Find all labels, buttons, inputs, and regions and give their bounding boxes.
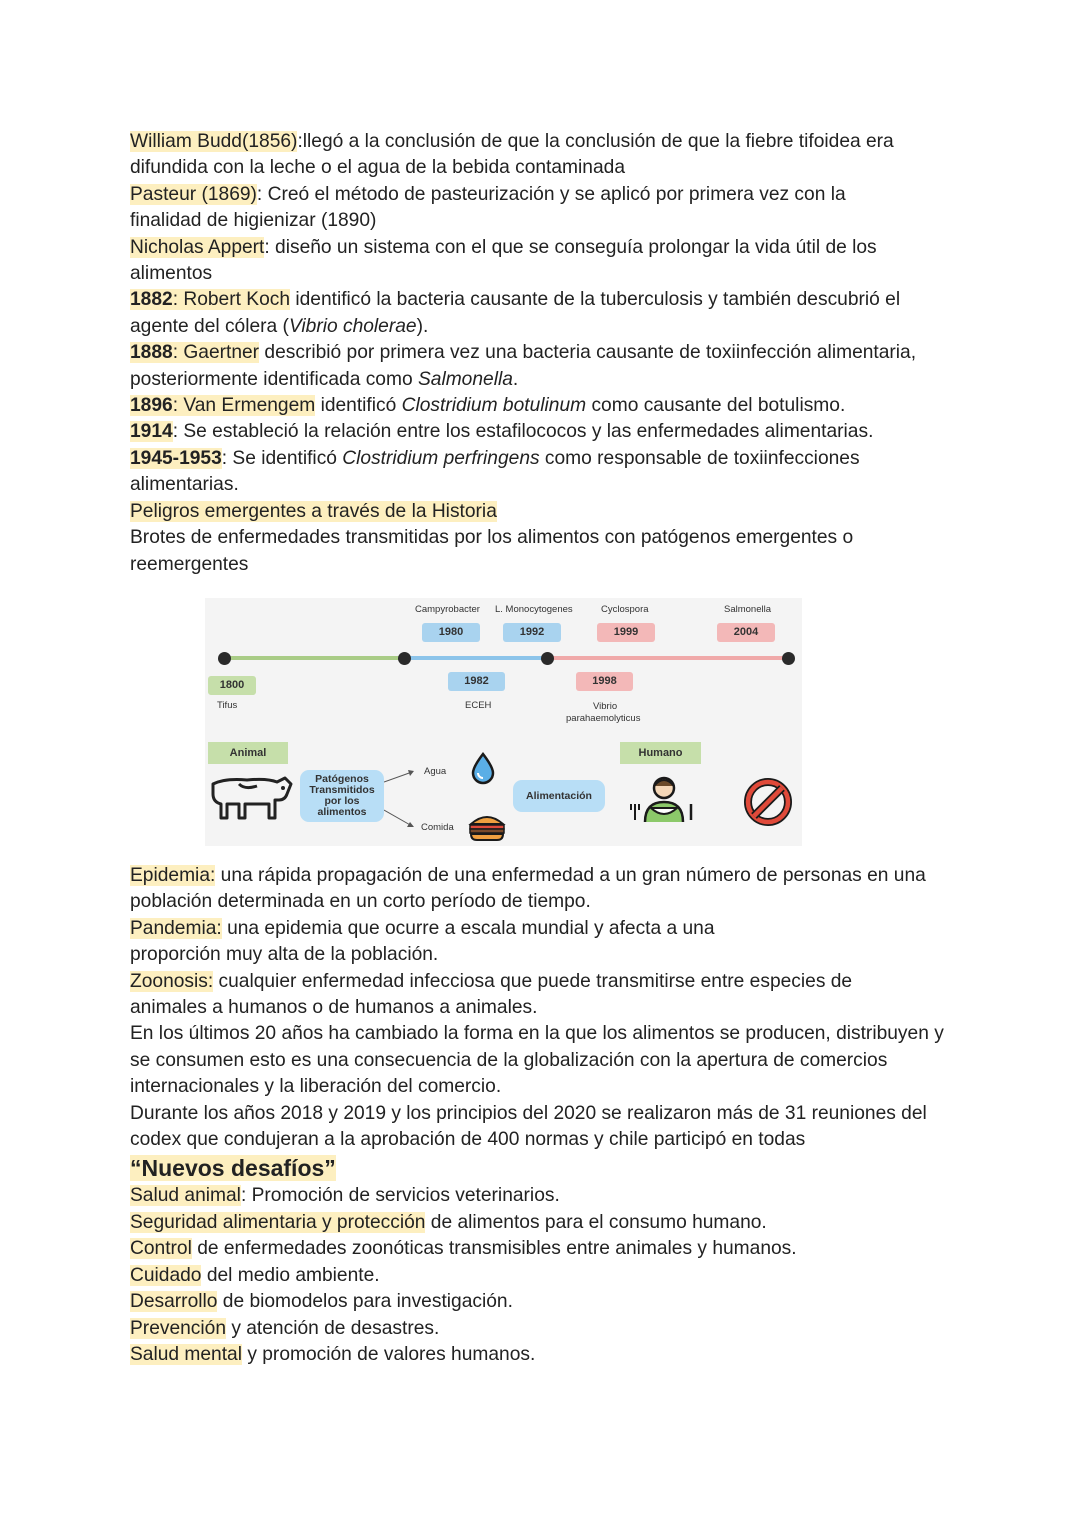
y1945-year: 1945-1953 xyxy=(130,447,222,469)
desafio-item: Prevención y atención de desastres. xyxy=(130,1317,440,1339)
notes-bottom xyxy=(130,863,960,1368)
timeline-dot-2 xyxy=(541,652,554,665)
pasteur-name: Pasteur (1869) xyxy=(130,183,257,205)
peligros-heading: Peligros emergentes a través de la Historia xyxy=(130,500,497,522)
desafio-item: Seguridad alimentaria y protección de alimentos para el consumo humano. xyxy=(130,1211,767,1233)
desafio-item: Salud mental y promoción de valores humanos. xyxy=(130,1343,536,1365)
budd-name: William Budd(1856) xyxy=(130,131,298,152)
label-cyclospora: Cyclospora xyxy=(601,604,649,615)
pasteur-text: : Creó el método de pasteurización y se aplicó por primera vez con la finalidad de higienizar (1890) xyxy=(130,183,846,232)
timeline-figure xyxy=(205,598,802,846)
budd-text: :llegó a la conclusión de que la conclusión de que la fiebre tifoidea era difundida con la leche o el agua de la bebida contaminada xyxy=(130,131,894,179)
globalizacion-paragraph: En los últimos 20 años ha cambiado la forma en la que los alimentos se producen, distribuyen y se consumen esto es una consecuencia de la globalización con la apertura de comercios internacionales y la liberación del comercio. xyxy=(130,1023,944,1098)
label-comida: Comida xyxy=(421,822,454,833)
zoonosis-paragraph: Zoonosis: cualquier enfermedad infecciosa que puede transmitirse entre especies de animales a humanos o de humanos a animales. xyxy=(130,970,853,1019)
pandemia-paragraph: Pandemia: una epidemia que ocurre a escala mundial y afecta a una proporción muy alta de la población. xyxy=(130,917,715,966)
label-monocytogenes: L. Monocytogenes xyxy=(495,604,573,615)
label-eceh: ECEH xyxy=(465,700,492,711)
year-1998-tag: 1998 xyxy=(576,672,633,691)
year-1800-tag: 1800 xyxy=(208,676,256,695)
y1914-paragraph: 1914: Se estableció la relación entre los estafilococos y las enfermedades alimentarias. xyxy=(130,421,874,443)
alimentacion-pill: Alimentación xyxy=(513,780,605,812)
label-parahaemolyticus: parahaemolyticus xyxy=(566,713,641,724)
humano-tag: Humano xyxy=(620,742,701,764)
timeline-blue-segment xyxy=(404,656,547,660)
prohibited-icon xyxy=(738,778,798,826)
desafio-item: Desarrollo de biomodelos para investigación. xyxy=(130,1291,513,1313)
label-tifus: Tifus xyxy=(217,700,238,711)
desafio-item: Salud animal: Promoción de servicios veterinarios. xyxy=(130,1185,560,1207)
timeline-dot-end xyxy=(782,652,795,665)
gaertner-highlight: 1888: Gaertner xyxy=(130,342,260,364)
year-2004-tag: 2004 xyxy=(717,623,775,642)
timeline-pink-segment xyxy=(547,656,789,660)
patogenos-pill: Patógenos Transmitidos por los alimentos xyxy=(300,770,384,822)
epidemia-term: Epidemia: xyxy=(130,865,216,886)
person-eating-icon xyxy=(627,774,701,824)
desafio-item: Control de enfermedades zoonóticas transmisibles entre animales y humanos. xyxy=(130,1238,797,1260)
timeline-green-segment xyxy=(224,656,404,660)
pandemia-term: Pandemia: xyxy=(130,917,222,939)
timeline-dot-start xyxy=(218,652,231,665)
cow-icon xyxy=(205,770,295,826)
year-1992-tag: 1992 xyxy=(503,623,561,642)
appert-name: Nicholas Appert xyxy=(130,236,265,258)
koch-paragraph: 1882: Robert Koch identificó la bacteria causante de la tuberculosis y también descubrió el agente del cólera (Vibrio cholerae). xyxy=(130,289,901,337)
epidemia-paragraph: Epidemia: una rápida propagación de una enfermedad a un gran número de personas en una población determinada en un corto período de tiempo. xyxy=(130,865,926,913)
y1914-year: 1914 xyxy=(130,421,173,443)
desafio-item: Cuidado del medio ambiente. xyxy=(130,1264,380,1286)
ermengem-highlight: 1896: Van Ermengem xyxy=(130,395,316,417)
appert-text: : diseño un sistema con el que se conseguía prolongar la vida útil de los alimentos xyxy=(130,236,877,285)
codex-paragraph: Durante los años 2018 y 2019 y los principios del 2020 se realizaron más de 31 reuniones del codex que condujeran a la aprobación de 400 normas y chile participó en todas xyxy=(130,1102,927,1151)
animal-tag: Animal xyxy=(208,742,288,764)
water-drop-icon xyxy=(467,751,499,787)
ermengem-paragraph: 1896: Van Ermengem identificó Clostridium botulinum como causante del botulismo. xyxy=(130,395,846,417)
label-agua: Agua xyxy=(424,766,447,777)
pasteur-paragraph xyxy=(130,182,890,235)
year-1999-tag: 1999 xyxy=(597,623,655,642)
label-salmonella: Salmonella xyxy=(724,604,771,615)
brotes-paragraph: Brotes de enfermedades transmitidas por los alimentos con patógenos emergentes o reemergentes xyxy=(130,527,854,575)
zoonosis-term: Zoonosis: xyxy=(130,970,214,992)
notes-top xyxy=(130,129,960,578)
timeline-dot-1 xyxy=(398,652,411,665)
budd-paragraph xyxy=(130,129,930,182)
arrows-icon xyxy=(384,766,416,830)
year-1982-tag: 1982 xyxy=(448,672,505,691)
label-vibrio: Vibrio xyxy=(593,701,618,712)
koch-highlight: 1882: Robert Koch xyxy=(130,289,291,311)
y1945-paragraph: 1945-1953: Se identificó Clostridium perfringens como responsable de toxiinfecciones alimentarias. xyxy=(130,447,860,496)
gaertner-paragraph: 1888: Gaertner describió por primera vez una bacteria causante de toxiinfección alimentaria, posteriormente identificada como Salmonella. xyxy=(130,342,917,390)
label-campyrobacter: Campyrobacter xyxy=(415,604,480,615)
desafios-heading: “Nuevos desafíos” xyxy=(130,1155,336,1182)
burger-icon xyxy=(467,812,507,842)
year-1980-tag: 1980 xyxy=(422,623,480,642)
appert-paragraph xyxy=(130,235,920,288)
